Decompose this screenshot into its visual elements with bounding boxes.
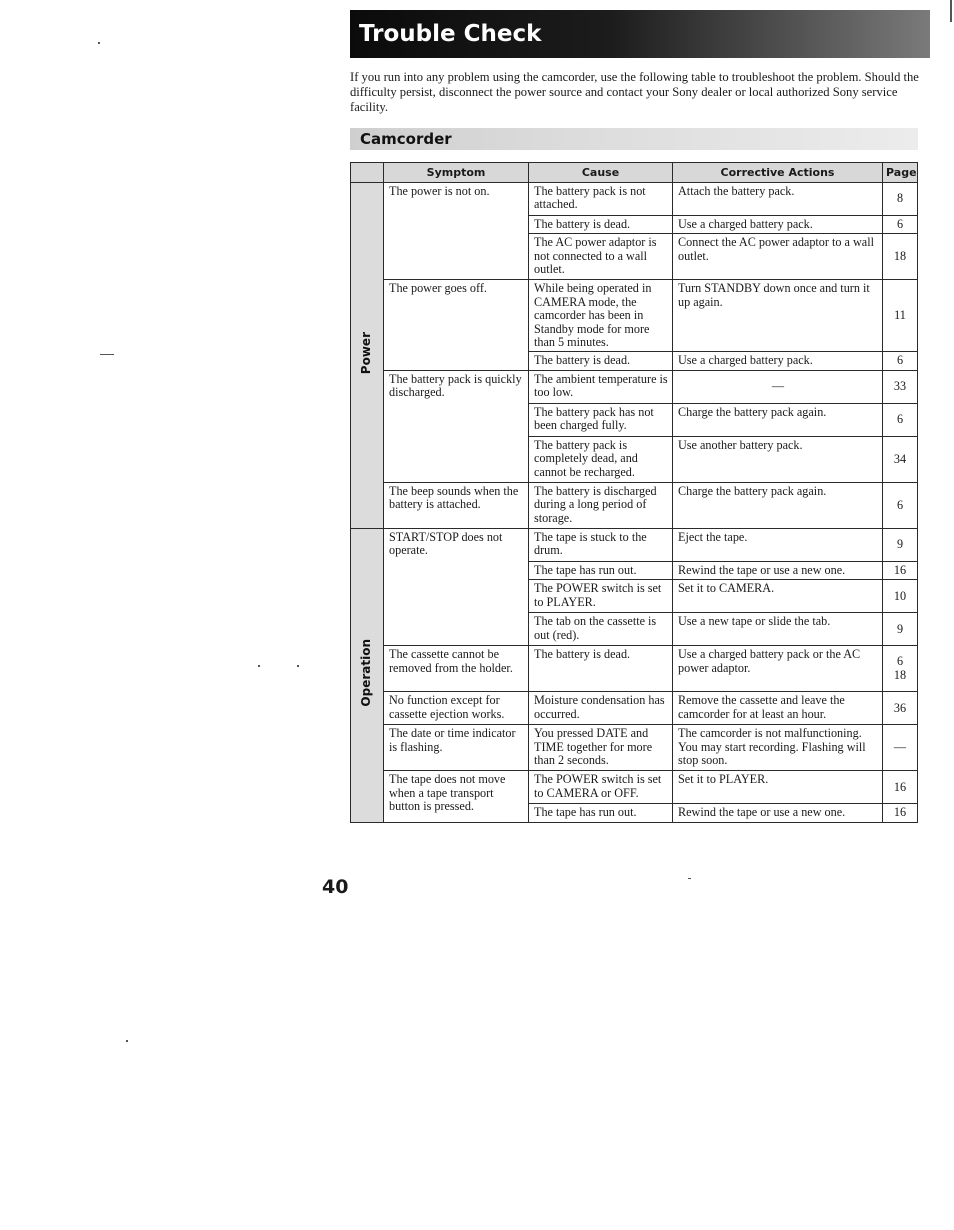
action-cell: Set it to PLAYER. xyxy=(673,771,883,804)
page-cell: 6 xyxy=(883,352,918,370)
page-cell: 9 xyxy=(883,528,918,561)
symptom-cell: The battery pack is quickly discharged. xyxy=(384,370,529,482)
cause-cell: The battery is dead. xyxy=(529,352,673,370)
symptom-header: Symptom xyxy=(384,163,529,183)
cause-cell: The POWER switch is set to PLAYER. xyxy=(529,580,673,613)
action-cell: Use a charged battery pack. xyxy=(673,216,883,234)
group-cell-power xyxy=(351,183,384,529)
cause-cell: The tape has run out. xyxy=(529,804,673,822)
cause-cell: The tape has run out. xyxy=(529,561,673,579)
cause-cell: The battery is discharged during a long period of storage. xyxy=(529,482,673,528)
page-cell: 33 xyxy=(883,370,918,403)
scan-speck xyxy=(297,665,299,667)
scan-speck xyxy=(688,878,691,879)
section-title: Camcorder xyxy=(360,130,452,148)
scan-speck xyxy=(258,665,260,667)
page-cell: 6 xyxy=(883,216,918,234)
page-cell: 11 xyxy=(883,280,918,352)
table-row xyxy=(351,725,918,771)
page-cell: — xyxy=(883,725,918,771)
page-cell: 6 xyxy=(883,403,918,436)
page-header: Page xyxy=(883,163,918,183)
cause-cell: The battery is dead. xyxy=(529,216,673,234)
action-cell: Use a new tape or slide the tab. xyxy=(673,613,883,646)
cause-cell: The tape is stuck to the drum. xyxy=(529,528,673,561)
page-cell: 16 xyxy=(883,771,918,804)
action-cell: Eject the tape. xyxy=(673,528,883,561)
symptom-cell: No function except for cassette ejection works. xyxy=(384,692,529,725)
intro-paragraph: If you run into any problem using the camcorder, use the following table to troubleshoot the problem. Should the difficulty persist, disconnect the power source and contact your Sony dealer or local authorized Sony service facility. xyxy=(350,70,919,114)
symptom-cell: The beep sounds when the battery is attached. xyxy=(384,482,529,528)
cause-header: Cause xyxy=(529,163,673,183)
action-cell: Turn STANDBY down once and turn it up again. xyxy=(673,280,883,352)
table-row xyxy=(351,528,918,561)
action-cell: Set it to CAMERA. xyxy=(673,580,883,613)
page-cell: 9 xyxy=(883,613,918,646)
page-cell: 16 xyxy=(883,561,918,579)
page-cell: 36 xyxy=(883,692,918,725)
table-row xyxy=(351,370,918,403)
table-header-row xyxy=(351,163,918,183)
scan-speck xyxy=(100,354,114,355)
action-cell: — xyxy=(673,370,883,403)
action-header: Corrective Actions xyxy=(673,163,883,183)
page-number: 40 xyxy=(322,876,349,898)
scan-speck xyxy=(126,1040,128,1042)
cause-cell: The ambient temperature is too low. xyxy=(529,370,673,403)
page-cell: 8 xyxy=(883,183,918,216)
action-cell: Charge the battery pack again. xyxy=(673,403,883,436)
cause-cell: You pressed DATE and TIME together for more than 2 seconds. xyxy=(529,725,673,771)
section-banner xyxy=(350,128,918,150)
action-cell: Connect the AC power adaptor to a wall outlet. xyxy=(673,234,883,280)
page-cell: 16 xyxy=(883,804,918,822)
cause-cell: The battery pack is not attached. xyxy=(529,183,673,216)
page-cell: 34 xyxy=(883,436,918,482)
symptom-cell: The tape does not move when a tape transport button is pressed. xyxy=(384,771,529,822)
cause-cell: The tab on the cassette is out (red). xyxy=(529,613,673,646)
symptom-cell: The power is not on. xyxy=(384,183,529,280)
scan-speck xyxy=(950,0,952,22)
action-cell: Remove the cassette and leave the camcorder for at least an hour. xyxy=(673,692,883,725)
cause-cell: The POWER switch is set to CAMERA or OFF. xyxy=(529,771,673,804)
scan-speck xyxy=(98,42,100,44)
page-cell: 10 xyxy=(883,580,918,613)
cause-cell: The AC power adaptor is not connected to a wall outlet. xyxy=(529,234,673,280)
title-banner xyxy=(350,10,930,58)
page-cell: 6 xyxy=(883,482,918,528)
symptom-cell: The cassette cannot be removed from the holder. xyxy=(384,646,529,692)
table-row xyxy=(351,183,918,216)
table-row xyxy=(351,646,918,692)
cause-cell: Moisture condensation has occurred. xyxy=(529,692,673,725)
table-row xyxy=(351,771,918,804)
symptom-cell: The power goes off. xyxy=(384,280,529,370)
page-cell: 18 xyxy=(883,234,918,280)
page-title: Trouble Check xyxy=(359,21,542,47)
table-row xyxy=(351,482,918,528)
symptom-cell: START/STOP does not operate. xyxy=(384,528,529,645)
action-cell: Use a charged battery pack or the AC power adaptor. xyxy=(673,646,883,692)
group-label-power: Power xyxy=(359,332,374,375)
action-cell: Use another battery pack. xyxy=(673,436,883,482)
action-cell: Rewind the tape or use a new one. xyxy=(673,804,883,822)
action-cell: The camcorder is not malfunctioning. You may start recording. Flashing will stop soon. xyxy=(673,725,883,771)
group-header xyxy=(351,163,384,183)
action-cell: Charge the battery pack again. xyxy=(673,482,883,528)
action-cell: Attach the battery pack. xyxy=(673,183,883,216)
cause-cell: The battery pack is completely dead, and cannot be recharged. xyxy=(529,436,673,482)
group-label-operation: Operation xyxy=(359,638,374,707)
cause-cell: The battery pack has not been charged fully. xyxy=(529,403,673,436)
cause-cell: The battery is dead. xyxy=(529,646,673,692)
table-row xyxy=(351,692,918,725)
page-cell: 6 18 xyxy=(883,646,918,692)
group-cell-operation xyxy=(351,528,384,822)
cause-cell: While being operated in CAMERA mode, the camcorder has been in Standby mode for more than 5 minutes. xyxy=(529,280,673,352)
action-cell: Rewind the tape or use a new one. xyxy=(673,561,883,579)
table-row xyxy=(351,280,918,352)
action-cell: Use a charged battery pack. xyxy=(673,352,883,370)
trouble-table xyxy=(350,162,918,823)
symptom-cell: The date or time indicator is flashing. xyxy=(384,725,529,771)
